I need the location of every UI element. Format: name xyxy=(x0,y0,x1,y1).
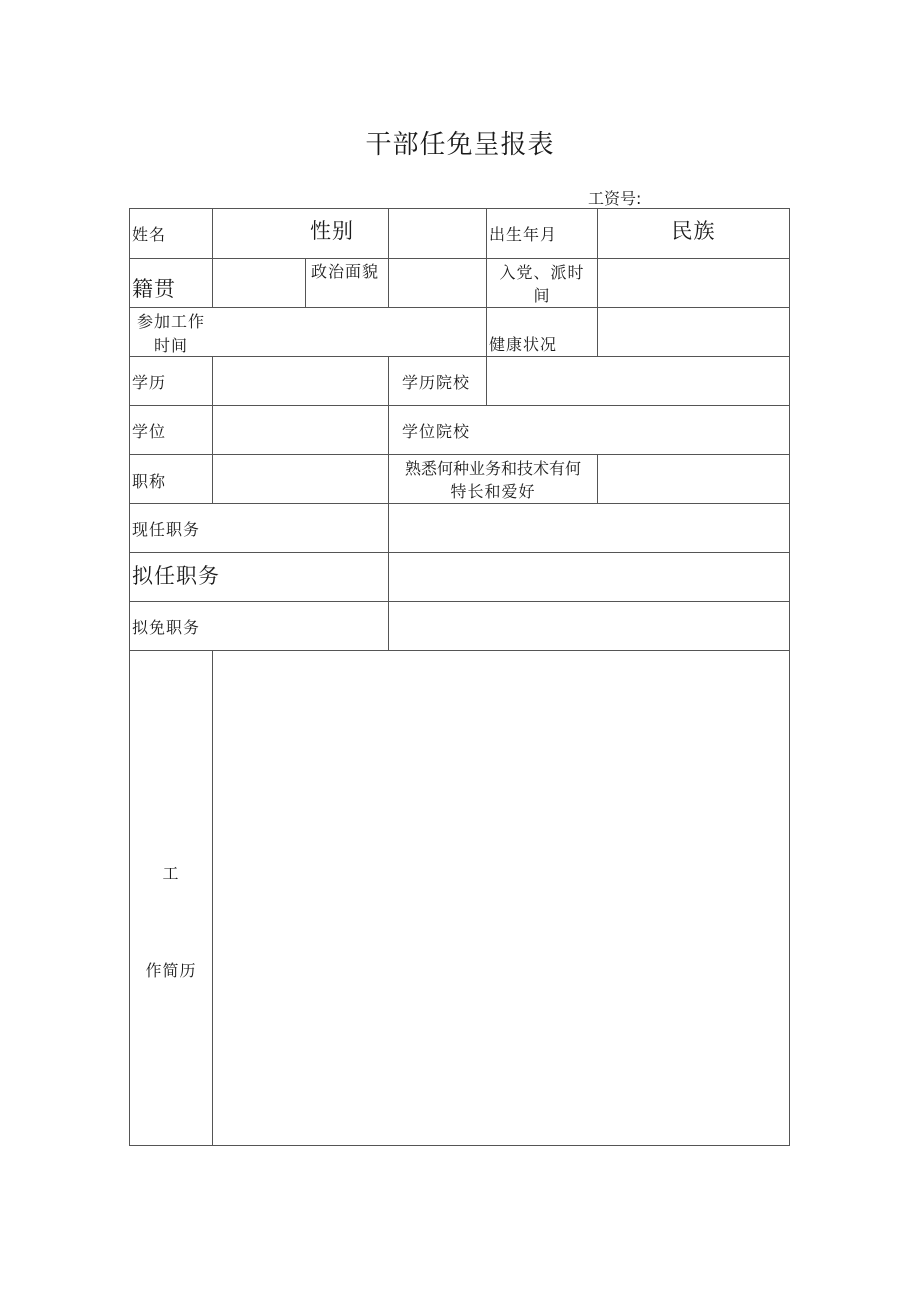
row-line xyxy=(130,503,789,504)
row-line xyxy=(130,552,789,553)
row-line xyxy=(130,258,789,259)
gender-label: 性别 xyxy=(310,219,354,243)
col-line xyxy=(305,258,306,307)
col-line xyxy=(212,650,213,1145)
row-line xyxy=(130,307,789,308)
row-line xyxy=(130,405,789,406)
proposed-position-label: 拟任职务 xyxy=(132,564,220,588)
name-label: 姓名 xyxy=(132,225,167,244)
party-join-label-line1: 入党、派时 xyxy=(499,263,585,282)
col-line xyxy=(388,209,389,307)
health-label: 健康状况 xyxy=(489,335,558,354)
degree-label: 学位 xyxy=(132,422,167,441)
party-join-label-line2: 间 xyxy=(533,286,551,305)
professional-title-label: 职称 xyxy=(132,472,167,491)
col-line xyxy=(212,209,213,307)
current-position-label: 现任职务 xyxy=(132,520,201,539)
col-line xyxy=(388,356,389,650)
col-line xyxy=(597,454,598,503)
resume-label-line1: 工 xyxy=(162,864,180,883)
education-school-label: 学历院校 xyxy=(402,373,471,392)
specialty-label-line2: 特长和爱好 xyxy=(450,482,536,501)
col-line xyxy=(212,356,213,503)
resume-label-line2: 作简历 xyxy=(145,961,197,980)
row-line xyxy=(130,650,789,651)
row-line xyxy=(130,454,789,455)
col-line xyxy=(486,209,487,405)
specialty-label-line1: 熟悉何种业务和技术有何 xyxy=(404,459,581,478)
education-label: 学历 xyxy=(132,373,167,392)
work-start-label-line2: 时间 xyxy=(153,336,188,355)
ethnicity-label: 民族 xyxy=(671,219,716,243)
appointment-form-table xyxy=(129,208,790,1146)
row-line xyxy=(130,601,789,602)
salary-number-label: 工资号: xyxy=(588,189,642,208)
work-start-label-line1: 参加工作 xyxy=(136,312,205,331)
degree-school-label: 学位院校 xyxy=(402,422,471,441)
birth-label: 出生年月 xyxy=(489,225,558,244)
political-status-label: 政治面貌 xyxy=(311,262,380,281)
row-line xyxy=(130,356,789,357)
native-place-label: 籍贯 xyxy=(132,277,176,301)
proposed-removal-label: 拟免职务 xyxy=(132,618,201,637)
form-title: 干部任免呈报表 xyxy=(365,130,555,160)
